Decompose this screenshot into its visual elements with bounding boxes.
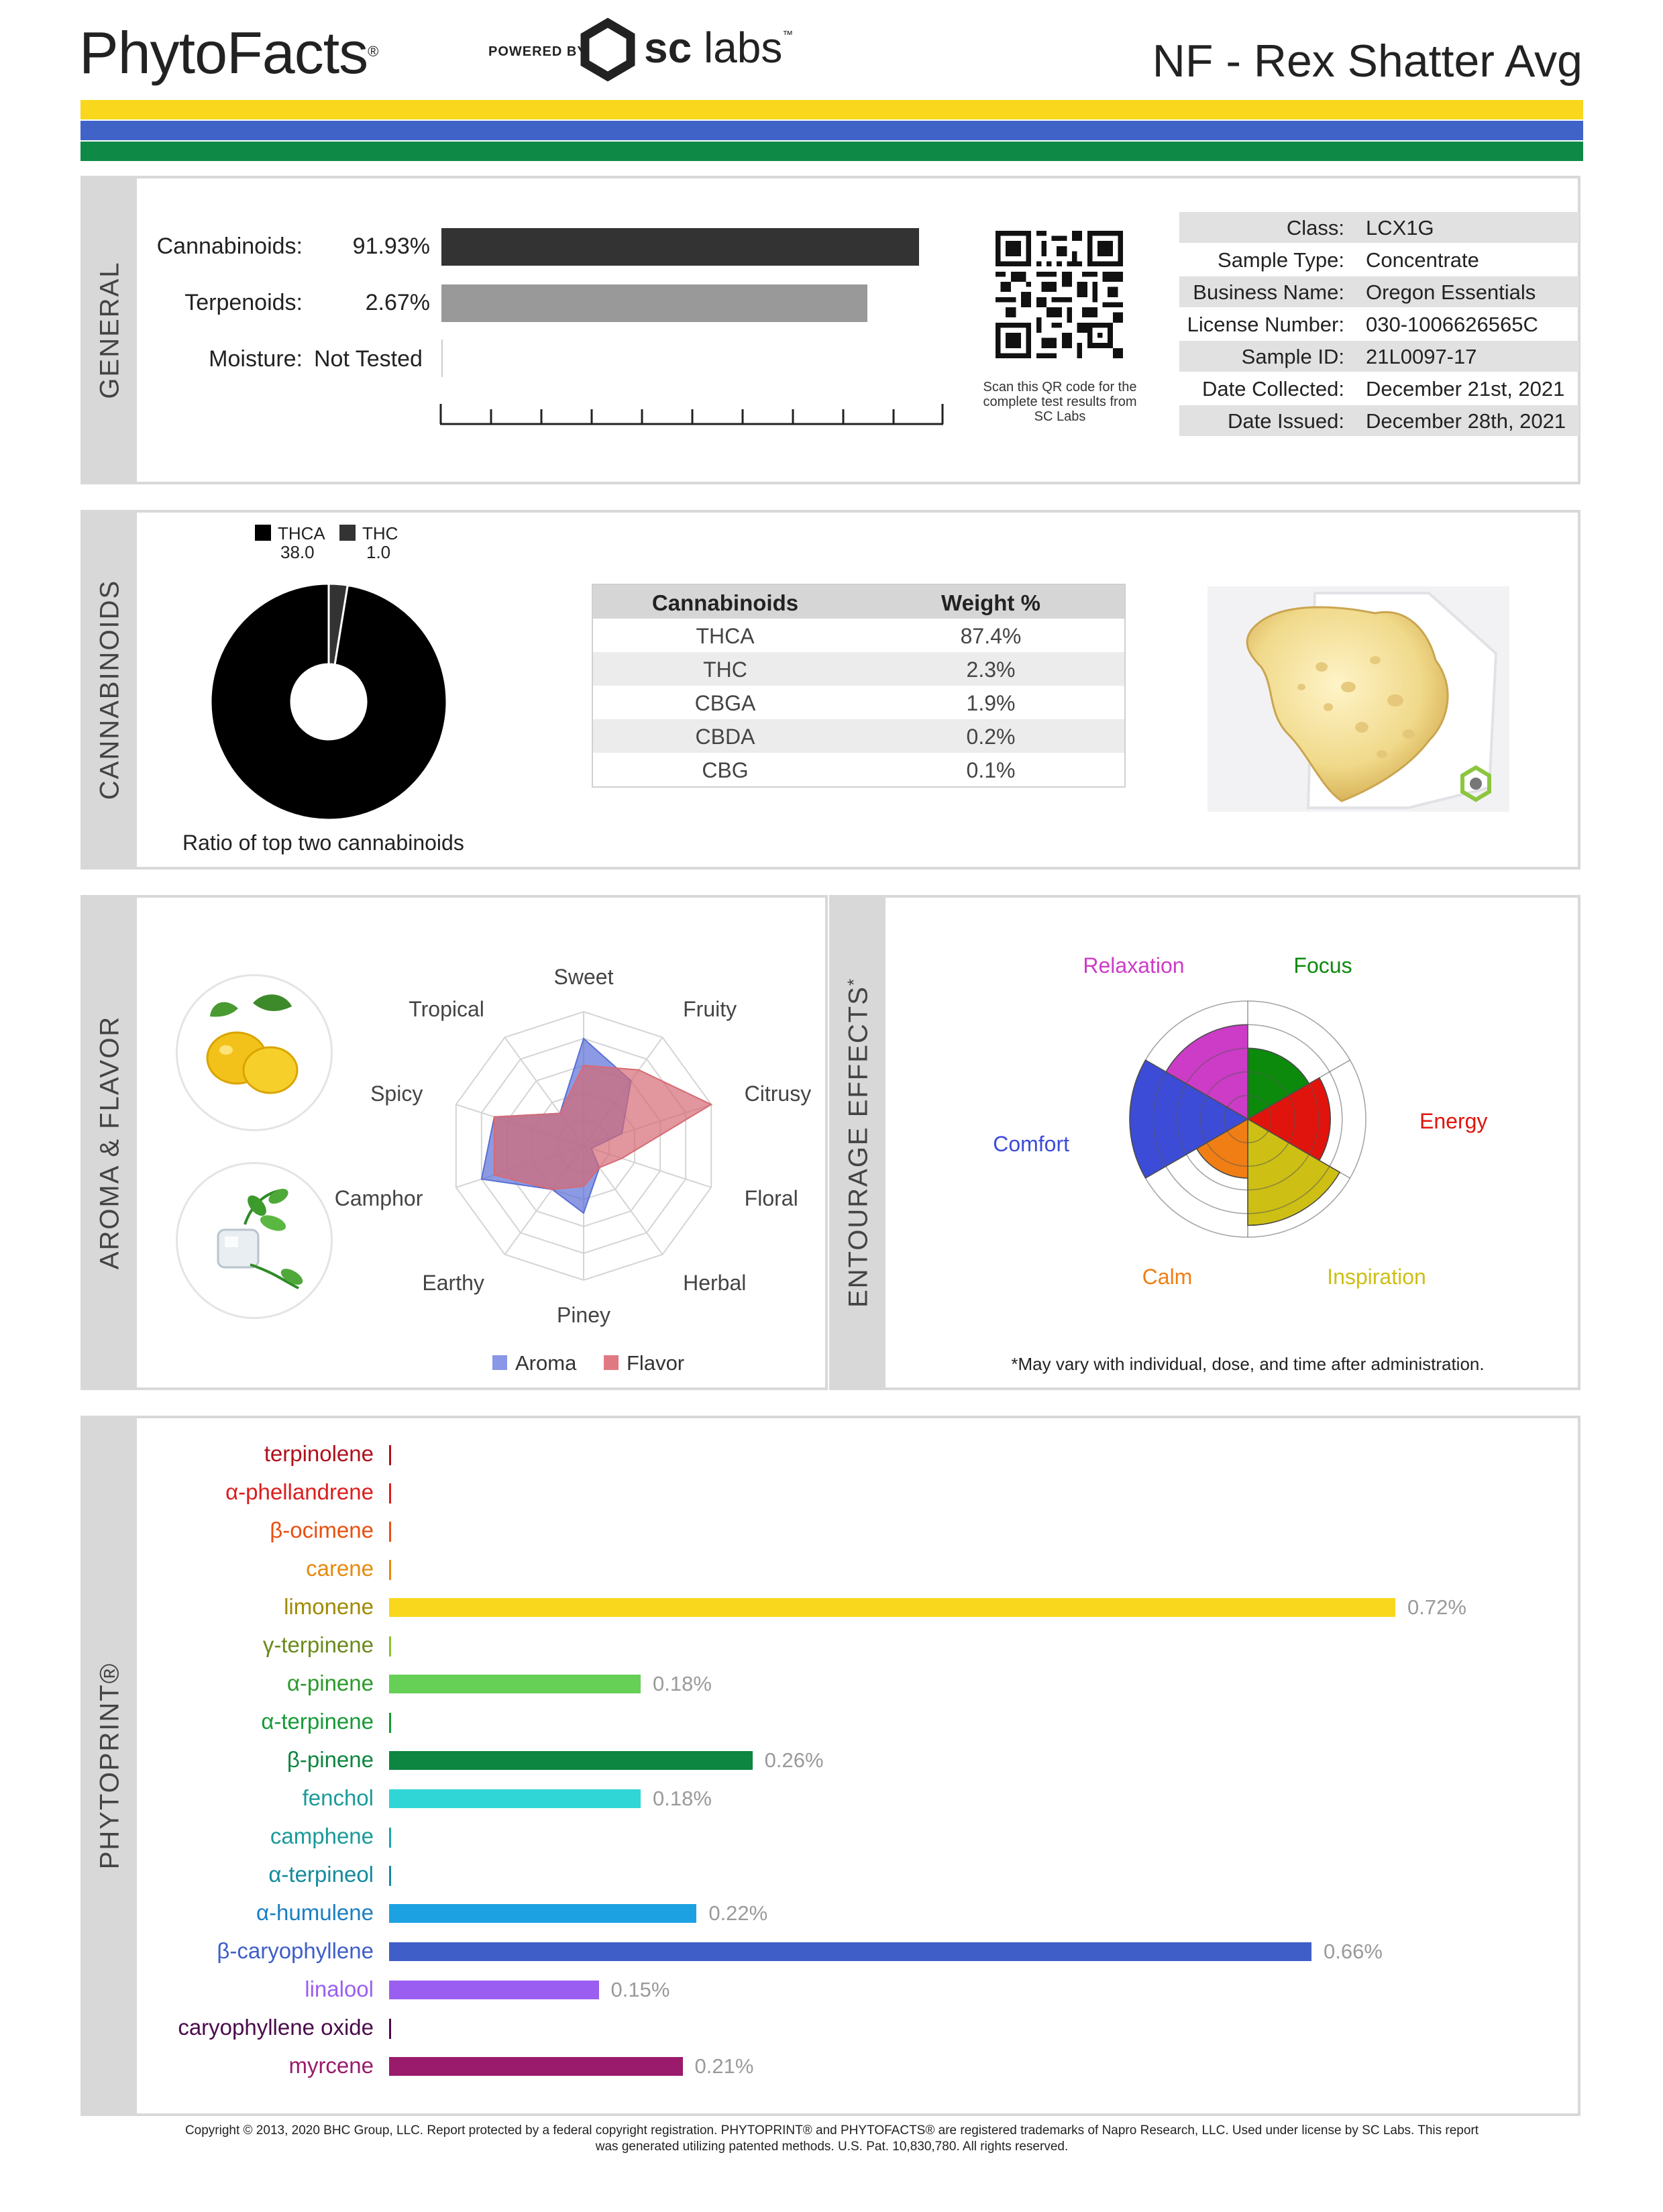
cannabinoid-name: THC	[703, 657, 747, 682]
radar-label-floral: Floral	[744, 1186, 798, 1210]
terpene-percent: 0.26%	[764, 1748, 824, 1772]
header-cannabinoids: Cannabinoids	[651, 590, 799, 615]
mint-ice-icon	[178, 1164, 331, 1317]
radar-label-earthy: Earthy	[422, 1270, 484, 1295]
effect-label-comfort: Comfort	[993, 1132, 1069, 1156]
entourage-tab-label	[844, 978, 874, 1308]
radar-label-tropical: Tropical	[409, 997, 484, 1022]
entourage-note: *May vary with individual, dose, and time after administration.	[1011, 1354, 1485, 1374]
effect-label-inspiration: Inspiration	[1327, 1265, 1426, 1289]
terpene-name: terpinolene	[264, 1441, 374, 1466]
cannabinoids-value: 91.93%	[352, 233, 430, 259]
effect-label-focus: Focus	[1293, 953, 1352, 978]
terpene-percent: 0.72%	[1407, 1595, 1466, 1619]
radar-series-flavor	[494, 1065, 711, 1190]
terpene-zero-tick	[389, 1713, 391, 1733]
terpene-percent: 0.18%	[653, 1787, 712, 1810]
terpene-bar	[389, 1981, 599, 1999]
terpene-name: α-phellandrene	[225, 1479, 374, 1504]
terpenoids-bar	[441, 284, 867, 322]
terpene-name: α-terpineol	[268, 1862, 374, 1887]
terpene-zero-tick	[389, 1636, 391, 1656]
blue-stripe	[81, 121, 1583, 140]
effect-label-relaxation: Relaxation	[1083, 953, 1185, 978]
cannabinoids-label: Cannabinoids:	[156, 233, 303, 259]
cannabinoid-name: CBGA	[694, 691, 756, 715]
info-key: Sample ID:	[1241, 345, 1344, 368]
legend-label-flavor: Flavor	[627, 1351, 685, 1375]
terpene-name: fenchol	[302, 1785, 374, 1810]
terpene-name: limonene	[284, 1594, 374, 1619]
terpene-percent: 0.21%	[694, 2054, 754, 2078]
cannabinoid-name: CBG	[702, 758, 749, 782]
sc-labs-hexagon-icon	[581, 20, 635, 79]
info-row-class	[1179, 212, 1579, 243]
terpene-name: α-pinene	[286, 1671, 374, 1695]
cannabinoids-tab-label: CANNABINOIDS	[95, 579, 125, 800]
terpene-zero-tick	[389, 1828, 391, 1848]
table-row	[593, 686, 1124, 719]
terpenoids-label: Terpenoids:	[184, 290, 303, 315]
effect-label-calm: Calm	[1142, 1265, 1193, 1289]
cannabinoid-donut-chart	[208, 581, 449, 823]
terpene-name: linalool	[305, 1977, 374, 2001]
ratio-caption: Ratio of top two cannabinoids	[182, 831, 464, 855]
info-key: Business Name:	[1193, 280, 1344, 304]
table-row	[593, 753, 1124, 786]
info-value: 21L0097-17	[1366, 345, 1477, 368]
moisture-value: Not Tested	[314, 346, 423, 372]
cannabinoid-weight: 1.9%	[966, 691, 1016, 715]
moisture-bar	[441, 339, 443, 377]
moisture-label: Moisture:	[209, 346, 303, 372]
qr-code[interactable]	[996, 231, 1123, 358]
effect-label-energy: Energy	[1419, 1109, 1488, 1133]
info-row-sample-type	[1179, 244, 1579, 275]
terpene-percent: 0.22%	[708, 1901, 768, 1925]
phytoprint-tab	[83, 1418, 137, 2113]
radar-label-fruity: Fruity	[683, 997, 737, 1022]
mint-ice-circle	[176, 1162, 333, 1319]
terpene-name: carene	[306, 1556, 374, 1581]
legend-swatch-aroma	[492, 1355, 507, 1370]
sc-labs-mark: ™	[782, 30, 794, 41]
footer-line-1: Copyright © 2013, 2020 BHC Group, LLC. Report protected by a federal copyright registration. PHYTOPRINT® and PHYTOFACTS® are registered trademarks of Napro Research, LLC. Used under license by SC Labs. This report	[184, 2123, 1479, 2138]
info-key: Date Collected:	[1202, 377, 1344, 401]
terpene-name: β-pinene	[286, 1747, 374, 1772]
product-photo	[1208, 586, 1509, 812]
terpene-zero-tick	[389, 1866, 391, 1886]
info-row-license-number	[1179, 309, 1579, 339]
terpene-bar	[389, 1675, 641, 1693]
aroma-tab	[83, 898, 137, 1387]
entourage-tab	[832, 898, 886, 1387]
radar-label-sweet: Sweet	[553, 965, 614, 989]
terpene-bar	[389, 1942, 1311, 1961]
info-value: Oregon Essentials	[1366, 280, 1536, 304]
table-row	[593, 652, 1124, 686]
brand-logo	[79, 19, 378, 87]
powered-by: POWERED BY	[488, 44, 587, 59]
terpene-name: β-ocimene	[270, 1518, 374, 1542]
terpene-zero-tick	[389, 1483, 391, 1504]
terpene-percent: 0.15%	[610, 1978, 670, 2001]
info-key: License Number:	[1187, 313, 1344, 336]
general-tab-label: GENERAL	[95, 261, 125, 399]
aroma-radar-chart	[334, 933, 812, 1327]
legend-value-thc: 1.0	[366, 542, 391, 562]
header-weight: Weight %	[941, 590, 1040, 615]
lemon-circle	[176, 974, 333, 1131]
footer-line-2: was generated utilizing patented methods. U.S. Pat. 10,830,780. All rights reserved.	[595, 2140, 1069, 2154]
radar-label-camphor: Camphor	[334, 1186, 423, 1210]
legend-value-thca: 38.0	[280, 542, 315, 562]
terpene-zero-tick	[389, 2019, 391, 2039]
terpene-bar	[389, 1789, 641, 1808]
info-value: 030-1006626565C	[1366, 313, 1538, 336]
table-header	[593, 585, 1124, 619]
radar-label-piney: Piney	[556, 1303, 611, 1327]
table-row	[593, 619, 1124, 652]
sc-labs-logo	[644, 23, 793, 72]
brand-mark: ®	[368, 43, 378, 60]
aroma-tab-label: AROMA & FLAVOR	[95, 1015, 125, 1270]
info-key: Date Issued:	[1227, 409, 1344, 433]
terpene-bar	[389, 1904, 696, 1923]
terpene-name: camphene	[270, 1824, 374, 1848]
info-value: December 28th, 2021	[1366, 409, 1566, 433]
info-key: Class:	[1286, 216, 1344, 240]
sample-name: NF - Rex Shatter Avg	[1152, 36, 1582, 87]
yellow-stripe	[81, 100, 1583, 119]
terpene-bar	[389, 1751, 753, 1770]
sc-labs-text: labs	[703, 23, 783, 72]
legend-label-thca: THCA	[278, 523, 325, 543]
terpene-zero-tick	[389, 1560, 391, 1580]
legend-swatch-thc	[339, 525, 356, 541]
cannabinoid-name: THCA	[696, 624, 755, 648]
cannabinoid-weight: 2.3%	[966, 657, 1016, 682]
cannabinoid-weight: 0.1%	[966, 758, 1016, 782]
info-key: Sample Type:	[1218, 248, 1344, 272]
general-tab	[83, 178, 137, 482]
terpene-name: γ-terpinene	[262, 1632, 374, 1657]
table-row	[593, 719, 1124, 753]
cannabinoid-table	[592, 584, 1126, 788]
footer	[81, 2123, 1583, 2155]
info-row-business-name	[1179, 276, 1579, 307]
brand-name: PhytoFacts	[79, 19, 368, 86]
sc-labs-bold: sc	[644, 23, 692, 72]
general-scale-axis	[439, 400, 949, 427]
radar-label-spicy: Spicy	[370, 1082, 423, 1106]
cannabinoid-weight: 87.4%	[960, 624, 1022, 648]
terpene-name: caryophyllene oxide	[178, 2015, 374, 2040]
info-row-sample-id	[1179, 341, 1579, 372]
terpene-bar	[389, 2057, 683, 2076]
info-row-date-issued	[1179, 405, 1579, 436]
phytoprint-tab-label: PHYTOPRINT®	[95, 1662, 125, 1870]
info-value: LCX1G	[1366, 216, 1434, 240]
info-value: December 21st, 2021	[1366, 377, 1565, 401]
terpene-name: α-terpinene	[261, 1709, 374, 1734]
info-value: Concentrate	[1366, 248, 1479, 272]
legend-swatch-thca	[255, 525, 271, 541]
lemon-icon	[178, 976, 331, 1129]
info-row-date-collected	[1179, 373, 1579, 404]
legend-label-aroma: Aroma	[515, 1351, 577, 1375]
terpene-name: β-caryophyllene	[217, 1938, 374, 1963]
terpene-percent: 0.66%	[1324, 1940, 1383, 1963]
terpene-name: myrcene	[288, 2053, 374, 2078]
cannabinoid-weight: 0.2%	[966, 725, 1016, 749]
cannabinoid-name: CBDA	[695, 725, 755, 749]
radar-label-herbal: Herbal	[683, 1270, 747, 1295]
entourage-tab-text: ENTOURAGE EFFECTS	[843, 986, 873, 1308]
green-stripe	[81, 142, 1583, 161]
entourage-tab-mark: *	[843, 977, 864, 986]
legend-swatch-flavor	[604, 1355, 619, 1370]
terpene-zero-tick	[389, 1522, 391, 1542]
terpene-percent: 0.18%	[653, 1672, 712, 1695]
qr-caption: Scan this QR code for the complete test results from SC Labs	[983, 380, 1137, 424]
radar-label-citrusy: Citrusy	[744, 1082, 812, 1106]
cannabinoids-bar	[441, 228, 919, 266]
terpene-bar	[389, 1598, 1395, 1617]
legend-label-thc: THC	[362, 523, 398, 543]
entourage-polar-chart	[993, 939, 1489, 1302]
terpenoids-value: 2.67%	[365, 290, 430, 315]
terpene-name: α-humulene	[256, 1900, 374, 1925]
terpene-zero-tick	[389, 1445, 391, 1465]
cannabinoids-tab	[83, 513, 137, 867]
